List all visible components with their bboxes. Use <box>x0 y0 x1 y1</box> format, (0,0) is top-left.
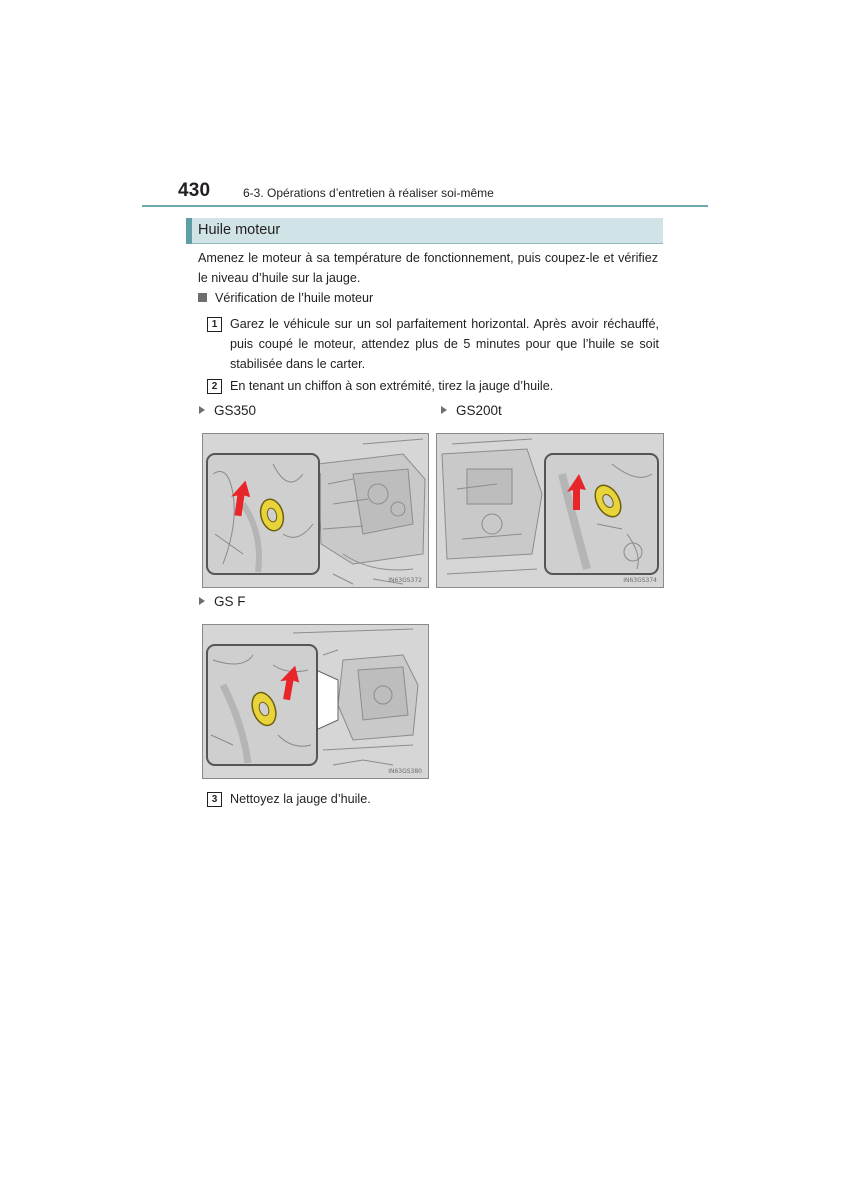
step-text-1: Garez le véhicule sur un sol parfaitement horizontal. Après avoir réchauffé, puis coupé le moteur, attendez plus de 5 minutes pour que l’huile se soit stabilisée dans le carter. <box>230 317 659 371</box>
step-text-3: Nettoyez la jauge d’huile. <box>230 792 371 806</box>
step-number-1: 1 <box>207 317 222 332</box>
figure-gs350-engine <box>202 433 429 588</box>
section-accent <box>186 218 192 244</box>
variant-label-gs200t: GS200t <box>441 403 502 418</box>
figure-code: IN63GS380 <box>388 768 422 775</box>
triangle-bullet-icon <box>199 597 205 605</box>
step-number-2: 2 <box>207 379 222 394</box>
step-text-2: En tenant un chiffon à son extrémité, tirez la jauge d’huile. <box>230 379 554 393</box>
square-bullet-icon <box>198 293 207 302</box>
figure-gsf-engine <box>202 624 429 779</box>
step-number-3: 3 <box>207 792 222 807</box>
subheading-text: Vérification de l’huile moteur <box>215 291 374 305</box>
figure-code: IN63GS374 <box>623 577 657 584</box>
variant-label-gsf: GS F <box>199 594 246 609</box>
figure-code: IN63GS372 <box>388 577 422 584</box>
section-title-bar <box>186 218 663 244</box>
subheading <box>198 291 373 305</box>
header-rule <box>142 205 708 207</box>
variant-label-gs350: GS350 <box>199 403 256 418</box>
intro-paragraph: Amenez le moteur à sa température de fonctionnement, puis coupez-le et vérifiez le niveau d’huile sur la jauge. <box>198 251 658 285</box>
triangle-bullet-icon <box>199 406 205 414</box>
page-number: 430 <box>178 180 211 201</box>
running-head: 6-3. Opérations d’entretien à réaliser soi-même <box>243 186 494 200</box>
section-title: Huile moteur <box>198 222 281 238</box>
triangle-bullet-icon <box>441 406 447 414</box>
figure-gs200t-engine <box>436 433 664 588</box>
